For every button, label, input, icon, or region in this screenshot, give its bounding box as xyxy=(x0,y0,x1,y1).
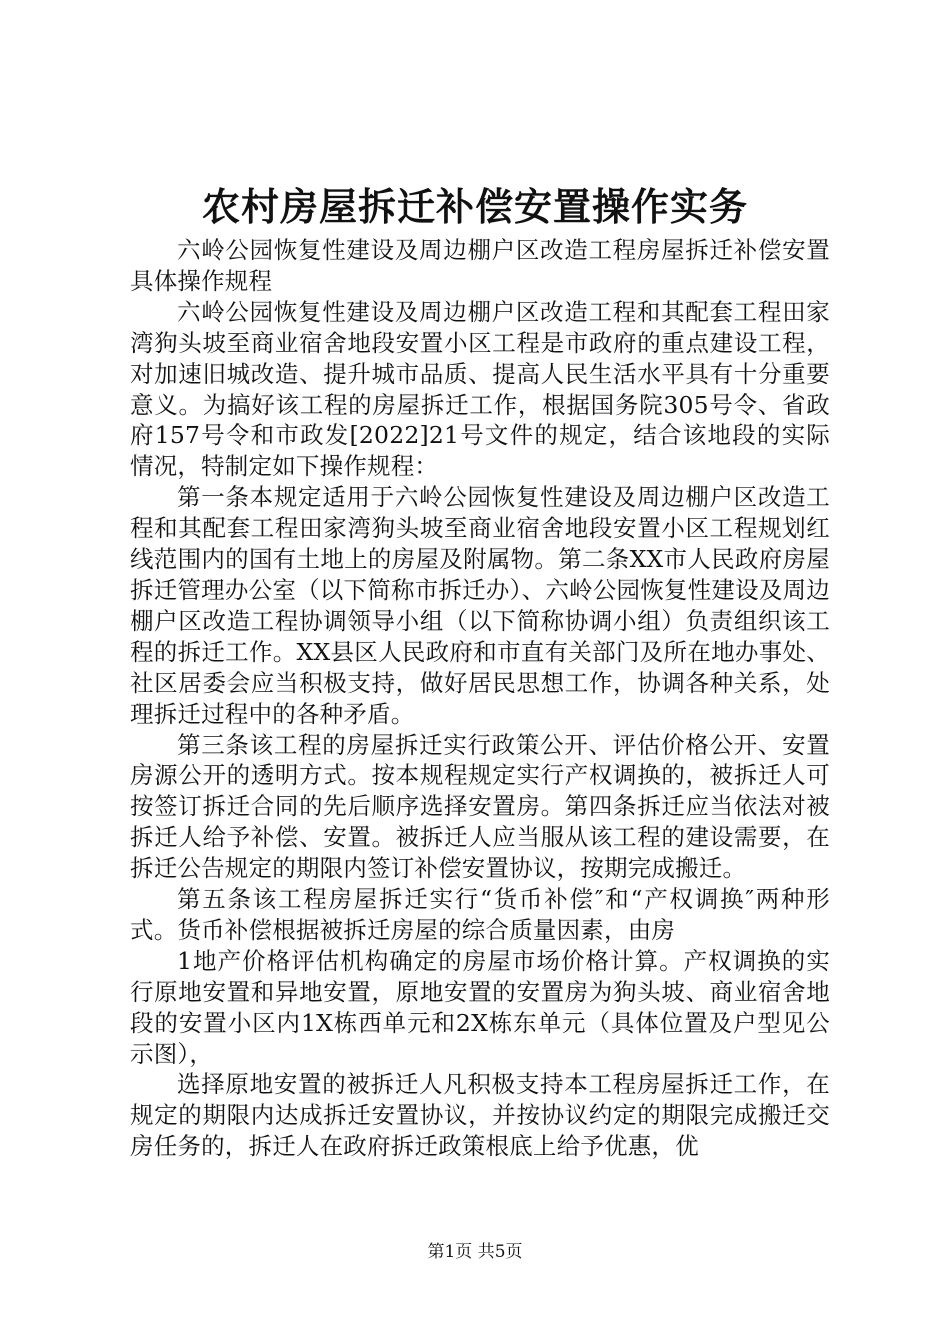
paragraph-1: 六岭公园恢复性建设及周边棚户区改造工程房屋拆迁补偿安置具体操作规程 xyxy=(130,236,830,295)
paragraph-4: 第三条该工程的房屋拆迁实行政策公开、评估价格公开、安置房源公开的透明方式。按本规程规定实行产权调换的，被拆迁人可按签订拆迁合同的先后顺序选择安置房。第四条拆迁应当依法对被拆迁人给予补偿、安置。被拆迁人应当服从该工程的建设需要，在拆迁公告规定的期限内签订补偿安置协议，按期完成搬迁。 xyxy=(130,730,830,883)
document-body xyxy=(130,235,830,1162)
paragraph-7: 选择原地安置的被拆迁人凡积极支持本工程房屋拆迁工作，在规定的期限内达成拆迁安置协议，并按协议约定的期限完成搬迁交房任务的，拆迁人在政府拆迁政策根底上给予优惠，优 xyxy=(130,1070,830,1161)
paragraph-5: 第五条该工程房屋拆迁实行“货币补偿″和“产权调换″两种形式。货币补偿根据被拆迁房屋的综合质量因素，由房 xyxy=(130,885,830,944)
paragraph-2: 六岭公园恢复性建设及周边棚户区改造工程和其配套工程田家湾狗头坡至商业宿舍地段安置小区工程是市政府的重点建设工程，对加速旧城改造、提升城市品质、提高人民生活水平具有十分重要意义。为搞好该工程的房屋拆迁工作，根据国务院305号令、省政府157号令和市政发[2022]21号文件的规定，结合该地段的实际情况，特制定如下操作规程： xyxy=(130,297,830,481)
paragraph-6: 1地产价格评估机构确定的房屋市场价格计算。产权调换的实行原地安置和异地安置，原地安置的安置房为狗头坡、商业宿舍地段的安置小区内1X栋西单元和2X栋东单元（具体位置及户型见公示图）， xyxy=(130,946,830,1068)
page-number-footer: 第1页 共5页 xyxy=(427,1242,523,1262)
paragraph-3: 第一条本规定适用于六岭公园恢复性建设及周边棚户区改造工程和其配套工程田家湾狗头坡至商业宿舍地段安置小区工程规划红线范围内的国有土地上的房屋及附属物。第二条XX市人民政府房屋拆迁管理办公室（以下简称市拆迁办）、六岭公园恢复性建设及周边棚户区改造工程协调领导小组（以下简称协调小组）负责组织该工程的拆迁工作。XX县区人民政府和市直有关部门及所在地办事处、社区居委会应当积极支持，做好居民思想工作，协调各种关系，处理拆迁过程中的各种矛盾。 xyxy=(130,483,830,728)
document-title: 农村房屋拆迁补偿安置操作实务 xyxy=(201,184,748,229)
